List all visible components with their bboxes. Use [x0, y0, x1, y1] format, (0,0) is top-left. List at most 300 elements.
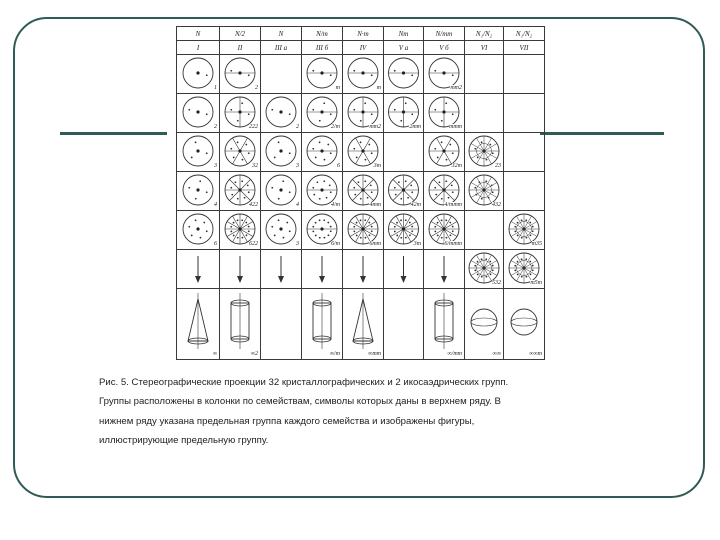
- pole-dot: [315, 157, 317, 159]
- pole-dot: [369, 234, 371, 236]
- pole-dot: [396, 222, 398, 224]
- axis-symbol: [361, 188, 364, 191]
- pole-dot: [492, 191, 494, 193]
- pole-dot: [246, 234, 248, 236]
- pole-dot: [319, 219, 321, 221]
- pole-dot: [241, 180, 243, 182]
- axis-symbol: [442, 149, 445, 152]
- group-symbol: 6/m: [331, 241, 340, 247]
- axis-symbol: [361, 110, 364, 113]
- axis-symbol: [196, 110, 199, 113]
- pole-dot: [353, 70, 355, 72]
- pole-dot: [370, 185, 372, 187]
- limit-cell: [261, 289, 302, 360]
- projection-drawing: [504, 55, 544, 93]
- projection-table: [176, 26, 545, 360]
- pole-dot: [532, 269, 534, 271]
- pole-dot: [206, 74, 208, 76]
- pole-dot: [434, 148, 436, 150]
- limit-figure: [220, 289, 260, 359]
- pole-dot: [330, 113, 332, 115]
- pole-dot: [492, 265, 494, 267]
- pole-dot: [271, 226, 273, 228]
- projection-drawing: [504, 172, 544, 210]
- pole-dot: [248, 113, 250, 115]
- pole-dot: [230, 70, 232, 72]
- group-symbol: 3: [296, 241, 299, 247]
- projection-row: [177, 211, 545, 250]
- projection-row: [177, 94, 545, 133]
- pole-dot: [368, 144, 370, 146]
- pole-dot: [452, 191, 454, 193]
- axis-symbol: [196, 149, 199, 152]
- pole-dot: [191, 157, 193, 159]
- left-rule: [60, 132, 167, 135]
- pole-dot: [371, 226, 373, 228]
- pole-dot: [441, 237, 443, 239]
- projection-cell: [343, 211, 384, 250]
- pole-dot: [477, 261, 479, 263]
- pole-dot: [395, 194, 397, 196]
- pole-dot: [195, 219, 197, 221]
- axis-symbol: [402, 188, 405, 191]
- projection-cell: [424, 55, 465, 94]
- pole-dot: [271, 109, 273, 111]
- group-symbol: mm2: [369, 124, 381, 130]
- pole-dot: [245, 144, 247, 146]
- projection-cell: [465, 55, 504, 94]
- header-symbol: N/m: [302, 27, 343, 41]
- pole-dot: [360, 237, 362, 239]
- projection-cell: [343, 94, 384, 133]
- group-symbol: 4: [214, 202, 217, 208]
- pole-dot: [244, 197, 246, 199]
- pole-dot: [521, 219, 523, 221]
- pole-dot: [191, 235, 193, 237]
- projection-drawing: [384, 250, 423, 288]
- pole-dot: [451, 185, 453, 187]
- axis-symbol: [238, 188, 241, 191]
- sphere-equator: [471, 318, 497, 326]
- pole-dot: [289, 191, 291, 193]
- group-symbol: 32: [252, 163, 258, 169]
- pole-dot: [477, 157, 479, 159]
- polar-arrow: [195, 276, 201, 283]
- pole-dot: [237, 141, 239, 143]
- projection-cell: [504, 55, 545, 94]
- projection-drawing: [384, 55, 423, 93]
- axis-symbol: [238, 110, 241, 113]
- projection-drawing: [465, 211, 503, 249]
- pole-dot: [437, 157, 439, 159]
- limit-cell: [504, 289, 545, 360]
- pole-dot: [521, 237, 523, 239]
- group-symbol: 3: [214, 163, 217, 169]
- pole-dot: [517, 261, 519, 263]
- projection-cell: [302, 133, 343, 172]
- pole-dot: [405, 237, 407, 239]
- pole-dot: [353, 109, 355, 111]
- stereographic-figure: [176, 26, 542, 362]
- group-symbol: 3m: [413, 241, 421, 247]
- projection-cell: [261, 94, 302, 133]
- pole-dot: [199, 180, 201, 182]
- header-numeral: VI: [465, 41, 504, 55]
- pole-dot: [394, 109, 396, 111]
- pole-dot: [242, 237, 244, 239]
- pole-dot: [237, 237, 239, 239]
- pole-dot: [230, 148, 232, 150]
- group-symbol: m5m: [530, 280, 542, 286]
- projection-cell: [177, 94, 220, 133]
- pole-dot: [206, 113, 208, 115]
- limit-figure: [465, 289, 503, 359]
- pole-dot: [283, 237, 285, 239]
- axis-symbol: [320, 188, 323, 191]
- pole-dot: [394, 70, 396, 72]
- pole-dot: [409, 234, 411, 236]
- axis-symbol: [361, 227, 364, 230]
- pole-dot: [400, 120, 402, 122]
- pole-dot: [360, 219, 362, 221]
- group-symbol: 4/m: [331, 202, 340, 208]
- projection-cell: [384, 94, 424, 133]
- projection-drawing: [261, 250, 301, 288]
- group-symbol: 2/m: [331, 124, 340, 130]
- pole-dot: [532, 230, 534, 232]
- axis-symbol: [442, 188, 445, 191]
- group-symbol: 422: [249, 202, 258, 208]
- projection-drawing: [465, 94, 503, 132]
- limit-figure: [177, 289, 219, 359]
- pole-dot: [371, 191, 373, 193]
- pole-dot: [319, 198, 321, 200]
- pole-dot: [324, 237, 326, 239]
- projection-cell: [177, 172, 220, 211]
- projection-cell: [424, 94, 465, 133]
- pole-dot: [330, 74, 332, 76]
- projection-cell: [504, 172, 545, 211]
- pole-dot: [481, 276, 483, 278]
- projection-drawing: [220, 250, 260, 288]
- pole-dot: [247, 185, 249, 187]
- pole-dot: [319, 237, 321, 239]
- projection-cell: [384, 250, 424, 289]
- caption-line: Группы расположены в колонки по семействам, символы которых даны в верхнем ряду. В: [99, 396, 501, 408]
- projection-drawing: [261, 211, 301, 249]
- figure-caption: [99, 373, 619, 451]
- pole-dot: [271, 187, 273, 189]
- header-numeral-row: [177, 41, 545, 55]
- pole-dot: [514, 265, 516, 267]
- projection-cell: [261, 133, 302, 172]
- pole-dot: [230, 231, 232, 233]
- projection-row: [177, 172, 545, 211]
- pole-dot: [289, 113, 291, 115]
- header-symbol: N: [177, 27, 220, 41]
- axis-symbol: [442, 227, 445, 230]
- group-symbol: 42m: [410, 202, 421, 208]
- pole-dot: [437, 222, 439, 224]
- pole-dot: [486, 159, 488, 161]
- pole-dot: [286, 222, 288, 224]
- projection-cell: [302, 211, 343, 250]
- pole-dot: [529, 261, 531, 263]
- pole-dot: [323, 102, 325, 104]
- header-numeral: II: [220, 41, 261, 55]
- pole-dot: [532, 226, 534, 228]
- projection-drawing: [177, 55, 219, 93]
- pole-dot: [396, 235, 398, 237]
- pole-dot: [446, 237, 448, 239]
- projection-cell: [261, 211, 302, 250]
- axis-symbol: [279, 110, 282, 113]
- projection-cell: [343, 172, 384, 211]
- projection-cell: [220, 94, 261, 133]
- axis-symbol: [442, 71, 445, 74]
- pole-dot: [448, 197, 450, 199]
- projection-cell: [465, 133, 504, 172]
- pole-dot: [526, 237, 528, 239]
- pole-dot: [233, 157, 235, 159]
- pole-dot: [445, 219, 447, 221]
- pole-dot: [400, 198, 402, 200]
- projection-cell: [302, 250, 343, 289]
- pole-dot: [452, 113, 454, 115]
- axis-symbol: [402, 110, 405, 113]
- projection-cell: [343, 133, 384, 172]
- pole-dot: [371, 74, 373, 76]
- projection-drawing: [261, 94, 301, 132]
- pole-dot: [474, 148, 476, 150]
- projection-drawing: [504, 133, 544, 171]
- limit-group-symbol: ∞: [212, 351, 217, 357]
- header-numeral: I: [177, 41, 220, 55]
- header-symbol: N₁/N₂: [504, 27, 545, 41]
- projection-drawing: [504, 94, 544, 132]
- axis-symbol: [320, 110, 323, 113]
- pole-dot: [242, 159, 244, 161]
- projection-cell: [220, 133, 261, 172]
- projection-cell: [504, 250, 545, 289]
- projection-drawing: [302, 250, 342, 288]
- axis-symbol: [238, 227, 241, 230]
- polar-arrow: [360, 276, 366, 283]
- pole-dot: [434, 231, 436, 233]
- pole-dot: [532, 265, 534, 267]
- pole-dot: [398, 181, 400, 183]
- pole-dot: [206, 230, 208, 232]
- pole-dot: [233, 235, 235, 237]
- pole-dot: [474, 187, 476, 189]
- group-symbol: m: [376, 85, 381, 91]
- projection-cell: [384, 172, 424, 211]
- pole-dot: [188, 109, 190, 111]
- projection-drawing: [261, 172, 301, 210]
- pole-dot: [481, 141, 483, 143]
- pole-dot: [312, 226, 314, 228]
- pole-dot: [330, 152, 332, 154]
- pole-dot: [434, 226, 436, 228]
- pole-dot: [360, 120, 362, 122]
- caption-line: нижнем ряду указана предельная группа каждого семейства и изображены фигуры,: [99, 415, 475, 427]
- pole-dot: [200, 237, 202, 239]
- pole-dot: [282, 180, 284, 182]
- pole-dot: [323, 180, 325, 182]
- header-symbol: N/2: [220, 27, 261, 41]
- pole-dot: [353, 148, 355, 150]
- projection-cell: [177, 55, 220, 94]
- header-numeral: III a: [261, 41, 302, 55]
- pole-dot: [521, 276, 523, 278]
- pole-dot: [278, 198, 280, 200]
- axis-symbol: [279, 188, 282, 191]
- projection-row: [177, 133, 545, 172]
- projection-cell: [261, 250, 302, 289]
- group-symbol: m: [335, 85, 340, 91]
- header-symbol: Nm: [384, 27, 424, 41]
- pole-dot: [237, 219, 239, 221]
- header-symbol: N: [261, 27, 302, 41]
- pole-dot: [481, 198, 483, 200]
- pole-dot: [411, 113, 413, 115]
- pole-dot: [230, 187, 232, 189]
- projection-cell: [177, 133, 220, 172]
- pole-dot: [485, 258, 487, 260]
- pole-dot: [434, 70, 436, 72]
- pole-dot: [327, 144, 329, 146]
- projection-drawing: [177, 211, 219, 249]
- pole-dot: [530, 273, 532, 275]
- limit-group-symbol: ∞2: [250, 351, 258, 357]
- pole-dot: [371, 230, 373, 232]
- sphere-equator: [511, 318, 537, 326]
- pole-dot: [514, 270, 516, 272]
- pole-dot: [237, 198, 239, 200]
- projection-cell: [424, 250, 465, 289]
- pole-dot: [241, 102, 243, 104]
- sphere-figure: [511, 309, 537, 335]
- pole-dot: [405, 180, 407, 182]
- pole-dot: [371, 152, 373, 154]
- pole-dot: [237, 120, 239, 122]
- group-symbol: 2: [296, 124, 299, 130]
- limit-figure: [302, 289, 342, 359]
- limit-figure: [424, 289, 464, 359]
- pole-dot: [248, 191, 250, 193]
- pole-dot: [315, 222, 317, 224]
- axis-symbol: [320, 149, 323, 152]
- pole-dot: [517, 222, 519, 224]
- pole-dot: [400, 219, 402, 221]
- limit-group-symbol: ∞/m: [329, 351, 340, 357]
- axis-symbol: [238, 71, 241, 74]
- axis-symbol: [279, 149, 282, 152]
- pole-dot: [312, 187, 314, 189]
- projection-cell: [343, 55, 384, 94]
- projection-cell: [302, 172, 343, 211]
- pole-dot: [521, 258, 523, 260]
- projection-cell: [465, 250, 504, 289]
- group-symbol: 1: [214, 85, 217, 91]
- projection-cell: [343, 250, 384, 289]
- group-symbol: 6: [214, 241, 217, 247]
- pole-dot: [477, 274, 479, 276]
- pole-dot: [365, 159, 367, 161]
- limit-group-symbol: ∞∞: [492, 351, 501, 357]
- axis-symbol: [196, 227, 199, 230]
- pole-dot: [474, 265, 476, 267]
- pole-dot: [289, 230, 291, 232]
- sphere-figure: [471, 309, 497, 335]
- pole-dot: [354, 194, 356, 196]
- pole-dot: [312, 231, 314, 233]
- pole-dot: [411, 74, 413, 76]
- pole-dot: [323, 219, 325, 221]
- projection-row: [177, 55, 545, 94]
- pole-dot: [230, 226, 232, 228]
- axis-symbol: [238, 149, 241, 152]
- pole-dot: [490, 273, 492, 275]
- pole-dot: [489, 144, 491, 146]
- pole-dot: [353, 231, 355, 233]
- polar-arrow: [441, 276, 447, 283]
- projection-cell: [504, 133, 545, 172]
- pole-dot: [188, 226, 190, 228]
- pole-dot: [356, 222, 358, 224]
- limit-cell: [465, 289, 504, 360]
- pole-dot: [206, 152, 208, 154]
- projection-drawing: [177, 94, 219, 132]
- limit-figure: [343, 289, 383, 359]
- pole-dot: [368, 222, 370, 224]
- pole-dot: [481, 258, 483, 260]
- projection-cell: [302, 94, 343, 133]
- pole-dot: [452, 74, 454, 76]
- projection-drawing: [177, 133, 219, 171]
- header-symbol: N/mm: [424, 27, 465, 41]
- pole-dot: [231, 194, 233, 196]
- projection-cell: [220, 250, 261, 289]
- group-symbol: 4/mmm: [444, 202, 462, 208]
- pole-dot: [241, 219, 243, 221]
- pole-dot: [233, 222, 235, 224]
- axis-symbol: [361, 71, 364, 74]
- axis-symbol: [196, 71, 199, 74]
- header-numeral: III б: [302, 41, 343, 55]
- header-numeral: V б: [424, 41, 465, 55]
- right-rule: [540, 132, 664, 135]
- projection-cell: [220, 172, 261, 211]
- pole-dot: [203, 222, 205, 224]
- projection-drawing: [465, 55, 503, 93]
- group-symbol: 2: [255, 85, 258, 91]
- projection-cell: [261, 55, 302, 94]
- limit-cell: [424, 289, 465, 360]
- pole-dot: [289, 152, 291, 154]
- pole-dot: [245, 222, 247, 224]
- pole-dot: [525, 219, 527, 221]
- projection-cell: [424, 211, 465, 250]
- limit-group-symbol: ∞∞m: [529, 351, 542, 357]
- pole-dot: [248, 230, 250, 232]
- pole-dot: [434, 187, 436, 189]
- pole-dot: [441, 219, 443, 221]
- projection-cell: [177, 250, 220, 289]
- pole-dot: [452, 230, 454, 232]
- projection-drawing: [261, 133, 301, 171]
- pole-dot: [410, 185, 412, 187]
